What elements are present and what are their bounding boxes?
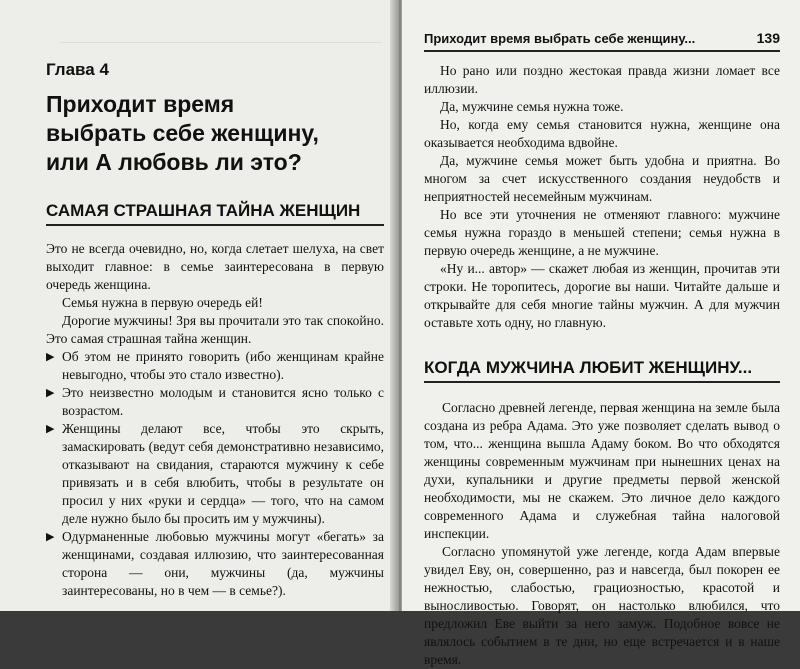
paragraph: Согласно древней легенде, первая женщина на земле была создана из ребра Адама. Это уже позволяет сделать вывод о том, что... женщина вышла Адаму боком. Во что обходятся женщины современным мужчинам при нынешних ценах на духи, купальники и другие предметы первой женской необходимости, мы не скажем. Это личное дело каждого современного Адама и служебная тайна налоговой инспекции. — [424, 400, 780, 541]
left-page — [0, 0, 398, 611]
right-body-after — [424, 399, 780, 669]
page-number: 139 — [756, 30, 780, 46]
paragraph: Но, когда ему семья становится нужна, женщине она оказывается необходима вдвойне. — [424, 117, 780, 150]
bullet-item — [46, 348, 384, 384]
bullet-marker-icon: ▶ — [46, 387, 55, 399]
paragraph: Это не всегда очевидно, но, когда слетает шелуха, на свет выходит главное: в семье заинтересована в первую очередь женщина. — [46, 241, 384, 292]
bullet-marker-icon: ▶ — [46, 531, 55, 543]
paragraph: «Ну и... автор» — скажет любая из женщин, прочитав эти строки. Не торопитесь, дорогие вы наши. Читайте дальше и открывайте для себя многие тайны мужчин. А для мужчин оставьте хоть одну, но главную. — [424, 261, 780, 330]
right-page — [402, 0, 800, 667]
bullet-item — [46, 528, 384, 600]
paragraph: Да, мужчине семья нужна тоже. — [440, 99, 624, 114]
left-body — [46, 240, 384, 600]
bullet-item — [46, 384, 384, 420]
running-head-title: Приходит время выбрать себе женщину... — [424, 31, 696, 46]
paragraph: Да, мужчине семья может быть удобна и приятна. Во многом за счет искусственного создания неудобств и неприятностей несемейным мужчинам. — [424, 153, 780, 204]
paragraph: Семья нужна в первую очередь ей! — [62, 295, 263, 310]
bullet-marker-icon: ▶ — [46, 351, 55, 363]
paragraph: Но рано или поздно жестокая правда жизни ломает все иллюзии. — [424, 63, 780, 96]
chapter-title-line: или А любовь ли это? — [46, 149, 302, 175]
paragraph: Дорогие мужчины! Зря вы прочитали это так спокойно. Это самая страшная тайна женщин. — [46, 313, 384, 346]
bullet-marker-icon: ▶ — [46, 423, 55, 435]
paragraph: Но все эти уточнения не отменяют главного: мужчине семья нужна гораздо в меньшей степени; семья нужна в первую очередь женщине, а не мужчине. — [424, 207, 780, 258]
paragraph: Согласно упомянутой уже легенде, когда Адам впервые увидел Еву, он, совершенно, раз и навсегда, был покорен ее нежностью, слабостью, грациозностью, красотой и выносливостью. Говорят, он настолько влюбился, что предложил Еве выйти за него замуж. Подобное вовсе не являлось событием в те дни, но еще встречается и в наше время. — [424, 544, 780, 667]
section-title-secret: САМАЯ СТРАШНАЯ ТАЙНА ЖЕНЩИН — [46, 201, 384, 226]
chapter-title — [46, 90, 384, 177]
chapter-title-line: выбрать себе женщину, — [46, 120, 319, 146]
bullet-text: Женщины делают все, чтобы это скрыть, замаскировать (ведут себя демонстративно независимо, отказывают на свидания, стараются мужчину к себе привязать и в себя влюбить, чтобы в результате он просил у них «руки и сердца» — того, что на самом деле нужно было бы просить им у мужчины). — [62, 421, 384, 526]
left-running-head-rule — [60, 42, 382, 43]
bullet-text: Об этом не принято говорить (ибо женщинам крайне невыгодно, чтобы это стало известно). — [62, 349, 384, 382]
bullet-text: Одурманенные любовью мужчины могут «бегать» за женщинами, создавая иллюзию, что заинтересованная сторона — они, мужчины (да, мужчины заинтересованы, но в чем — в семье?). — [62, 529, 384, 598]
bullet-list — [46, 348, 384, 600]
bullet-text: Это неизвестно молодым и становится ясно только с возрастом. — [62, 385, 384, 418]
bullet-item — [46, 420, 384, 528]
section-title-love: КОГДА МУЖЧИНА ЛЮБИТ ЖЕНЩИНУ... — [424, 358, 780, 383]
chapter-label: Глава 4 — [46, 60, 109, 79]
right-running-head — [424, 30, 780, 52]
right-body — [424, 62, 780, 332]
chapter-title-line: Приходит время — [46, 91, 235, 117]
